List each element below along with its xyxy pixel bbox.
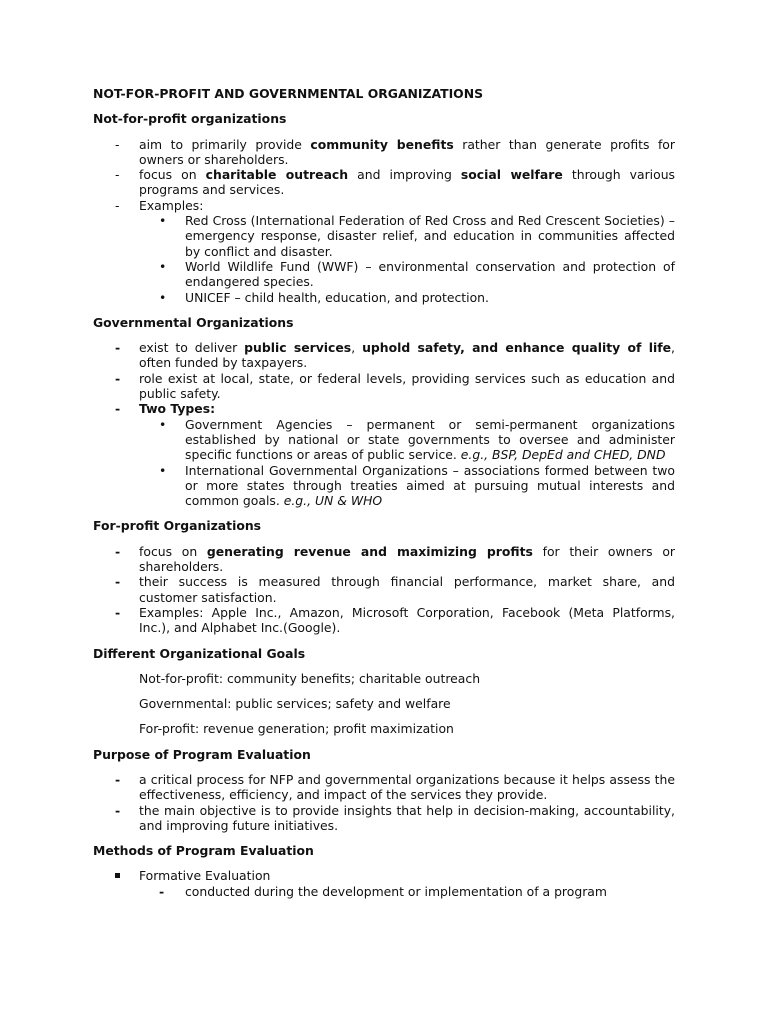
dash-marker: - <box>115 802 121 818</box>
nfp-b1-bold: community benefits <box>310 136 454 152</box>
dash-marker: - <box>115 340 121 356</box>
gov-type-1-examples: e.g., BSP, DepEd and CHED, DND <box>460 447 666 463</box>
gov-b1-bold-1: public services <box>244 340 352 356</box>
goal-fp: For-profit: revenue generation; profit maximization <box>139 721 454 737</box>
fp-b1-bold: generating revenue and maximizing profits <box>206 543 533 559</box>
gov-b1-text: exist to deliver <box>139 340 245 356</box>
dash-marker: - <box>115 167 120 183</box>
bullet-marker: • <box>159 416 167 432</box>
nfp-bullet-1 <box>93 137 675 168</box>
gov-type-2 <box>93 463 675 509</box>
purpose-b2-text: the main objective is to provide insights that help in decision-making, accountability, and improving future initiatives. <box>139 802 675 833</box>
gov-type-1-text: Government Agencies – permanent or semi-permanent organizations established by national or state governments to oversee and administer specific functions or areas of public service. <box>185 416 675 463</box>
fp-b3-text: Examples: Apple Inc., Amazon, Microsoft Corporation, Facebook (Meta Platforms, Inc.), and Alphabet Inc.(Google). <box>139 604 675 636</box>
goal-nfp: Not-for-profit: community benefits; charitable outreach <box>139 670 481 686</box>
gov-b3-bold: Two Types: <box>139 401 216 417</box>
nfp-example-2-text: World Wildlife Fund (WWF) – environmental conservation and protection of endangered species. <box>185 258 675 290</box>
section-heading-gov: Governmental Organizations <box>93 314 294 330</box>
methods-item-1-text: Formative Evaluation <box>139 868 271 884</box>
bullet-marker: • <box>159 258 167 274</box>
fp-b1-text: focus on <box>139 543 207 559</box>
nfp-b1-text-end: rather than generate profits for owners or shareholders. <box>139 136 675 167</box>
nfp-example-1-text: Red Cross (International Federation of Red Cross and Red Crescent Societies) – emergency response, disaster relief, and education in communities affected by conflict and disaster. <box>185 213 675 259</box>
nfp-b2-bold-2: social welfare <box>460 167 563 183</box>
gov-bullet-3 <box>93 401 675 416</box>
goal-gov: Governmental: public services; safety and welfare <box>139 696 451 712</box>
gov-b1-text-end: , often funded by taxpayers. <box>139 340 675 371</box>
fp-bullet-1 <box>93 544 675 575</box>
nfp-b2-bold-1: charitable outreach <box>205 167 349 183</box>
purpose-bullet-2 <box>93 803 675 834</box>
dash-marker: - <box>115 401 121 417</box>
methods-item-1-sub-text: conducted during the development or implementation of a program <box>185 883 607 899</box>
document-title: NOT-FOR-PROFIT AND GOVERNMENTAL ORGANIZATIONS <box>93 86 484 101</box>
purpose-b1-text: a critical process for NFP and governmental organizations because it helps assess the effectiveness, efficiency, and impact of the services they provide. <box>139 771 675 803</box>
dash-marker: - <box>115 574 121 590</box>
bullet-marker: • <box>159 462 167 478</box>
gov-type-1 <box>93 417 675 463</box>
nfp-b1-text: aim to primarily provide <box>139 136 311 152</box>
nfp-b2-text-end: through various programs and services. <box>139 167 675 198</box>
nfp-example-2 <box>93 259 675 290</box>
methods-item-1-sub <box>93 884 675 899</box>
nfp-example-3-text: UNICEF – child health, education, and protection. <box>185 289 489 305</box>
dash-marker: - <box>115 543 121 559</box>
square-bullet-icon <box>115 873 120 878</box>
section-heading-goals: Different Organizational Goals <box>93 645 306 661</box>
dash-marker: - <box>115 197 120 213</box>
methods-item-1 <box>93 868 675 883</box>
dash-marker: - <box>115 604 121 620</box>
square-bullet-marker <box>115 868 120 883</box>
dash-marker: - <box>115 370 121 386</box>
gov-type-2-examples: e.g., UN & WHO <box>283 493 383 509</box>
nfp-b3-text: Examples: <box>139 197 204 213</box>
nfp-bullet-3 <box>93 198 675 213</box>
nfp-example-3 <box>93 290 675 305</box>
section-heading-fp: For-profit Organizations <box>93 518 262 534</box>
nfp-b2-text-mid: and improving <box>348 167 461 183</box>
dash-marker: - <box>115 136 120 152</box>
nfp-example-1 <box>93 213 675 259</box>
gov-type-2-text: International Governmental Organizations – associations formed between two or more states through treaties aimed at pursuing mutual interests and common goals. <box>185 462 675 509</box>
section-heading-nfp: Not-for-profit organizations <box>93 111 287 127</box>
fp-bullet-3 <box>93 605 675 636</box>
document-body <box>93 86 675 899</box>
fp-b2-text: their success is measured through financial performance, market share, and customer satisfaction. <box>139 574 675 605</box>
dash-marker: - <box>159 883 165 899</box>
bullet-marker: • <box>159 213 167 229</box>
dash-marker: - <box>115 771 121 787</box>
bullet-marker: • <box>159 289 167 305</box>
fp-b1-text-end: for their owners or shareholders. <box>139 543 675 575</box>
nfp-bullet-2 <box>93 167 675 198</box>
purpose-bullet-1 <box>93 772 675 803</box>
section-heading-purpose: Purpose of Program Evaluation <box>93 746 311 762</box>
gov-b2-text: role exist at local, state, or federal levels, providing services such as education and public safety. <box>139 370 675 402</box>
gov-b1-bold-2: uphold safety, and enhance quality of life <box>362 340 672 356</box>
gov-bullet-1 <box>93 340 675 371</box>
gov-b1-comma: , <box>351 340 363 356</box>
nfp-b2-text: focus on <box>139 167 206 183</box>
gov-bullet-2 <box>93 371 675 402</box>
fp-bullet-2 <box>93 574 675 605</box>
section-heading-methods: Methods of Program Evaluation <box>93 843 314 859</box>
